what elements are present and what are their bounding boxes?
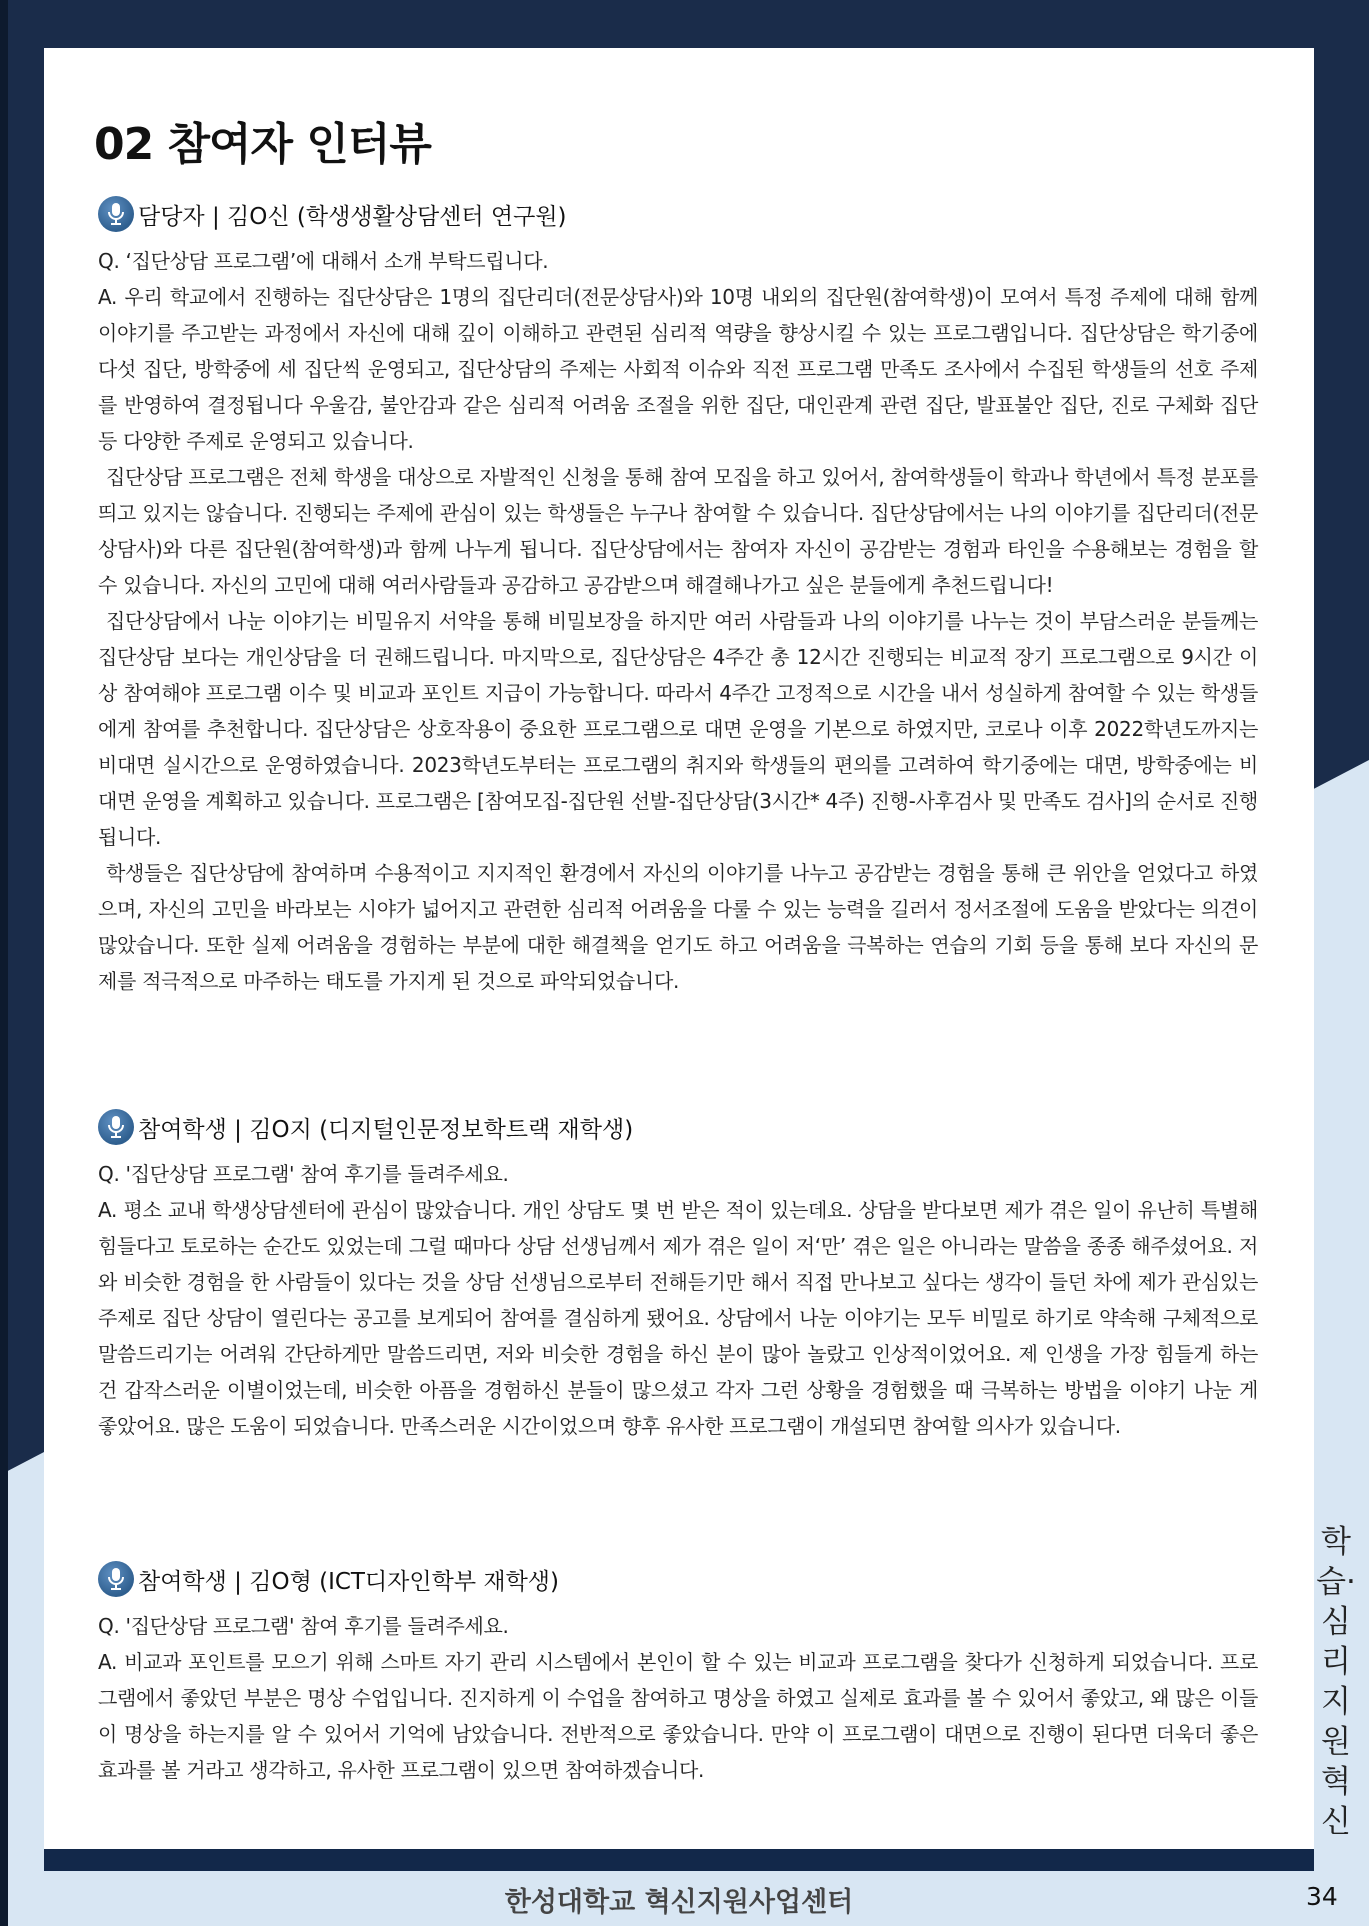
- interview-section: [98, 1558, 1258, 1788]
- microphone-icon: [98, 1561, 134, 1597]
- answer-paragraph: A. 비교과 포인트를 모으기 위해 스마트 자기 관리 시스템에서 본인이 할 수 있는 비교과 프로그램을 찾다가 신청하게 되었습니다. 프로그램에서 좋았던 부분은 명상 수업입니다. 진지하게 이 수업을 참여하고 명상을 하였고 실제로 효과를 볼 수 있어서 좋았고, 왜 많은 이들이 명상을 하는지를 알 수 있어서 기억에 남았습니다. 전반적으로 좋았습니다. 만약 이 프로그램이 대면으로 진행이 된다면 더욱더 좋은 효과를 볼 거라고 생각하고, 유사한 프로그램이 있으면 참여하겠습니다.: [98, 1650, 1258, 1782]
- interview-section: [98, 1106, 1258, 1444]
- answer-paragraph: A. 우리 학교에서 진행하는 집단상담은 1명의 집단리더(전문상담사)와 10명 내외의 집단원(참여학생)이 모여서 특정 주제에 대해 함께 이야기를 주고받는 과정에서 자신에 대해 깊이 이해하고 관련된 심리적 역량을 향상시킬 수 있는 프로그램입니다. 집단상담은 학기중에 다섯 집단, 방학중에 세 집단씩 운영되고, 집단상담의 주제는 사회적 이슈와 직전 프로그램 만족도 조사에서 수집된 학생들의 선호 주제를 반영하여 결정됩니다 우울감, 불안감과 같은 심리적 어려움 조절을 위한 집단, 대인관계 관련 집단, 발표불안 집단, 진로 구체화 집단 등 다양한 주제로 운영되고 있습니다.: [98, 285, 1258, 453]
- speaker-name: 참여학생 | 김O형 (ICT디자인학부 재학생): [138, 1568, 559, 1595]
- microphone-icon: [98, 196, 134, 232]
- speaker-line: [98, 1558, 1258, 1600]
- answer-paragraph: A. 평소 교내 학생상담센터에 관심이 많았습니다. 개인 상담도 몇 번 받은 적이 있는데요. 상담을 받다보면 제가 겪은 일이 유난히 특별해 힘들다고 토로하는 순간도 있었는데 그럴 때마다 상담 선생님께서 제가 겪은 일이 저‘만’ 겪은 일은 아니라는 말씀을 종종 해주셨어요. 저와 비슷한 경험을 한 사람들이 있다는 것을 상담 선생님으로부터 전해듣기만 해서 직접 만나보고 싶다는 생각이 들던 차에 제가 관심있는 주제로 집단 상담이 열린다는 공고를 보게되어 참여를 결심하게 됐어요. 상담에서 나눈 이야기는 모두 비밀로 하기로 약속해 구체적으로 말씀드리기는 어려워 간단하게만 말씀드리면, 저와 비슷한 경험을 하신 분이 많아 놀랐고 인상적이었어요. 제 인생을 가장 힘들게 하는 건 갑작스러운 이별이었는데, 비슷한 아픔을 경험하신 분들이 많으셨고 각자 그런 상황을 경험했을 때 극복하는 방법을 이야기 나눈 게 좋았어요. 많은 도움이 되었습니다. 만족스러운 시간이었으며 향후 유사한 프로그램이 개설되면 참여할 의사가 있습니다.: [98, 1198, 1258, 1438]
- side-section-label: 학습·심리지원혁신: [1316, 1524, 1356, 1840]
- footer-organization: 한성대학교 혁신지원사업센터: [504, 1887, 854, 1918]
- speaker-line: [98, 193, 1258, 235]
- interview-question: Q. ‘집단상담 프로그램’에 대해서 소개 부탁드립니다.: [98, 249, 549, 273]
- answer-paragraph: 집단상담에서 나눈 이야기는 비밀유지 서약을 통해 비밀보장을 하지만 여러 사람들과 나의 이야기를 나누는 것이 부담스러운 분들께는 집단상담 보다는 개인상담을 더 권해드립니다. 마지막으로, 집단상담은 4주간 총 12시간 진행되는 비교적 장기 프로그램으로 9시간 이상 참여해야 프로그램 이수 및 비교과 포인트 지급이 가능합니다. 따라서 4주간 고정적으로 시간을 내서 성실하게 참여할 수 있는 학생들에게 참여를 추천합니다. 집단상담은 상호작용이 중요한 프로그램으로 대면 운영을 기본으로 하였지만, 코로나 이후 2022학년도까지는 비대면 실시간으로 운영하였습니다. 2023학년도부터는 프로그램의 취지와 학생들의 편의를 고려하여 학기중에는 대면, 방학중에는 비대면 운영을 계획하고 있습니다. 프로그램은 [참여모집-집단원 선발-집단상담(3시간* 4주) 진행-사후검사 및 만족도 검사]의 순서로 진행됩니다.: [98, 609, 1258, 849]
- microphone-icon: [98, 1109, 134, 1145]
- page-number: 34: [1306, 1882, 1338, 1911]
- speaker-name: 담당자 | 김O신 (학생생활상담센터 연구원): [138, 203, 567, 230]
- interview-question: Q. '집단상담 프로그램' 참여 후기를 들려주세요.: [98, 1162, 509, 1186]
- interview-section: [98, 193, 1258, 999]
- left-edge-shadow: [0, 0, 8, 1926]
- speaker-name: 참여학생 | 김O지 (디지털인문정보학트랙 재학생): [138, 1116, 634, 1143]
- footer-strip: [44, 1849, 1314, 1871]
- interview-question: Q. '집단상담 프로그램' 참여 후기를 들려주세요.: [98, 1614, 509, 1638]
- page-title: 02 참여자 인터뷰: [94, 119, 431, 170]
- answer-paragraph: 학생들은 집단상담에 참여하며 수용적이고 지지적인 환경에서 자신의 이야기를 나누고 공감받는 경험을 통해 큰 위안을 얻었다고 하였으며, 자신의 고민을 바라보는 시야가 넓어지고 관련한 심리적 어려움을 다룰 수 있는 능력을 길러서 정서조절에 도움을 받았다는 의견이 많았습니다. 또한 실제 어려움을 경험하는 부분에 대한 해결책을 얻기도 하고 어려움을 극복하는 연습의 기회 등을 통해 보다 자신의 문제를 적극적으로 마주하는 태도를 가지게 된 것으로 파악되었습니다.: [98, 861, 1258, 993]
- answer-paragraph: 집단상담 프로그램은 전체 학생을 대상으로 자발적인 신청을 통해 참여 모집을 하고 있어서, 참여학생들이 학과나 학년에서 특정 분포를 띄고 있지는 않습니다. 진행되는 주제에 관심이 있는 학생들은 누구나 참여할 수 있습니다. 집단상담에서는 나의 이야기를 집단리더(전문상담사)와 다른 집단원(참여학생)과 함께 나누게 됩니다. 집단상담에서는 참여자 자신이 공감받는 경험과 타인을 수용해보는 경험을 할 수 있습니다. 자신의 고민에 대해 여러사람들과 공감하고 공감받으며 해결해나가고 싶은 분들에게 추천드립니다!: [98, 465, 1258, 597]
- speaker-line: [98, 1106, 1258, 1148]
